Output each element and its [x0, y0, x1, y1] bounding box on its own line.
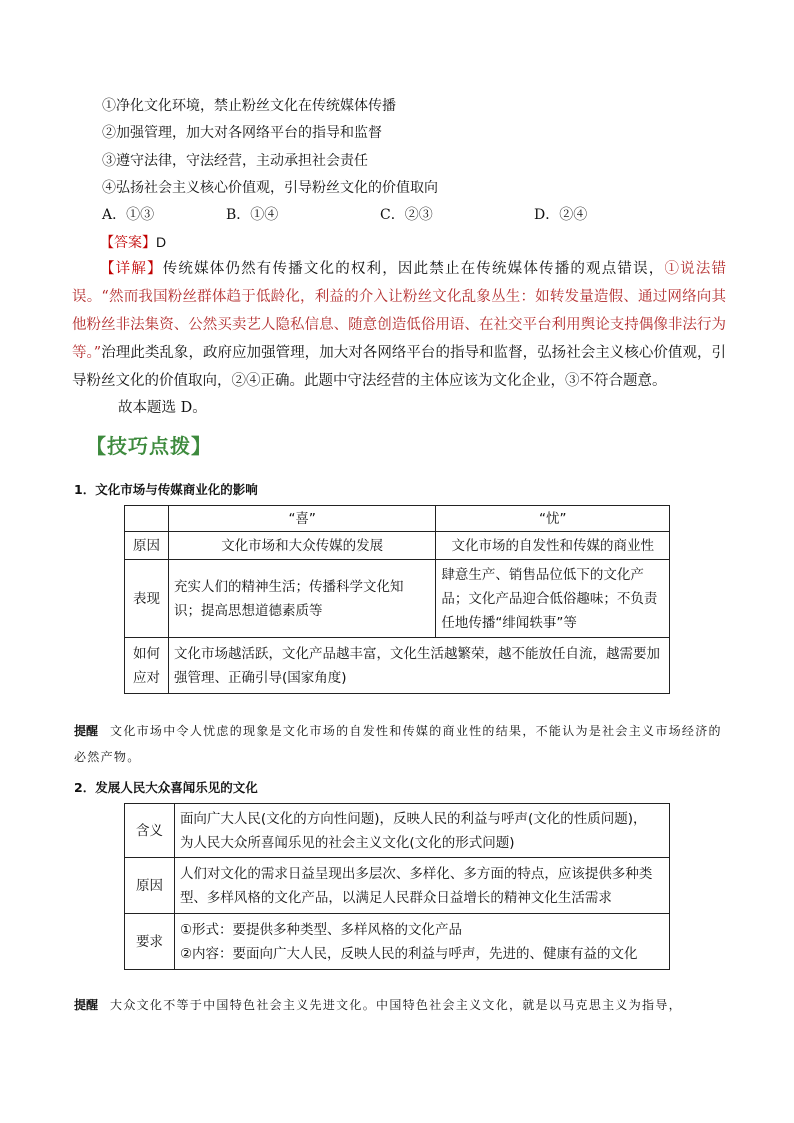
explanation-text-a: 传统媒体仍然有传播文化的权利，因此禁止在传统媒体传播的观点错误， [162, 261, 665, 277]
table-row [125, 804, 670, 858]
tip-1 [74, 718, 726, 770]
option-4: ④弘扬社会主义核心价值观，引导粉丝文化的价值取向 [102, 180, 438, 196]
section2-heading: 2．发展人民大众喜闻乐见的文化 [74, 780, 258, 795]
row-label-cause2: 原因 [125, 858, 175, 914]
explanation-text-c: 治理此类乱象，政府应加强管理，加大对各网络平台的指导和监督，弘扬社会主义核心价值观，引导粉丝文化的价值取向，②④正确。此题中守法经营的主体应该为文化企业，③不符合题意。 [72, 345, 726, 389]
tip-1-text: 文化市场中令人忧虑的现象是文化市场的自发性和传媒的商业性的结果，不能认为是社会主义市场经济的必然产物。 [74, 724, 722, 764]
req-line-1: ①形式：要提供多种类型、多样风格的文化产品 [179, 921, 463, 938]
section1-heading: 1．文化市场与传媒商业化的影响 [74, 482, 258, 497]
answer-label: 【答案】 [100, 235, 156, 251]
tip-1-label: 提醒 [74, 724, 99, 738]
option-2: ②加强管理，加大对各网络平台的指导和监督 [102, 125, 382, 141]
explanation-quote: ①说法错误。“然而我国粉丝群体趋于低龄化，利益的介入让粉丝文化乱象丛生：如转发量造假、通过网络向其他粉丝非法集资、公然买卖艺人隐私信息、随意创造低俗用语、在社交平台利用舆论支持偶像非法行为等。” [72, 261, 727, 361]
meaning-line-2: 为人民大众所喜闻乐见的社会主义文化(文化的形式问题) [179, 834, 515, 851]
table-row [125, 638, 670, 694]
tip-2-text: 大众文化不等于中国特色社会主义先进文化。中国特色社会主义文化，就是以马克思主义为指导， [110, 998, 682, 1012]
cell-cause2: 人们对文化的需求日益呈现出多层次、多样化、多方面的特点，应该提供多种类型、多样风格的文化产品，以满足人民群众日益增长的精神文化生活需求 [174, 858, 669, 914]
section-title: 【技巧点拨】 [86, 434, 212, 458]
final-answer: 故本题选 D。 [118, 400, 207, 416]
choice-a: A．①③ [102, 207, 155, 223]
table-row [125, 532, 670, 560]
cell-meaning [174, 804, 669, 858]
choice-b: B．①④ [226, 207, 279, 223]
choice-d: D．②④ [534, 207, 588, 223]
cell-cause-worry: 文化市场的自发性和传媒的商业性 [436, 532, 670, 560]
tip-2-label: 提醒 [74, 998, 99, 1012]
option-1: ①净化文化环境，禁止粉丝文化在传统媒体传播 [102, 98, 396, 114]
row-label-cause: 原因 [125, 532, 169, 560]
row-label-meaning: 含义 [125, 804, 175, 858]
tip-2 [74, 992, 726, 1018]
explanation [72, 255, 726, 395]
row-label-show: 表现 [125, 560, 169, 638]
choice-c: C．②③ [380, 207, 433, 223]
row-label-req: 要求 [125, 914, 175, 970]
cell-how: 文化市场越活跃，文化产品越丰富，文化生活越繁荣，越不能放任自流，越需要加强管理、正确引导(国家角度) [168, 638, 669, 694]
cell-req [174, 914, 669, 970]
table-row [125, 506, 670, 532]
answer-value: D [156, 234, 167, 250]
row-label-how: 如何应对 [125, 638, 169, 694]
table-row [125, 914, 670, 970]
cell-show-worry: 肆意生产、销售品位低下的文化产品；文化产品迎合低俗趣味；不负责任地传播“绯闻轶事”等 [436, 560, 670, 638]
meaning-line-1: 面向广大人民(文化的方向性问题)，反映人民的利益与呼声(文化的性质问题)， [179, 810, 647, 827]
culture-table [124, 803, 670, 970]
table-corner [125, 506, 169, 532]
col-worry: “忧” [436, 506, 670, 532]
table-row [125, 858, 670, 914]
explanation-label: 【详解】 [100, 261, 163, 277]
option-3: ③遵守法律，守法经营，主动承担社会责任 [102, 153, 368, 169]
answer-line [100, 232, 166, 252]
cell-show-joy: 充实人们的精神生活；传播科学文化知识；提高思想道德素质等 [168, 560, 435, 638]
col-joy: “喜” [168, 506, 435, 532]
market-table [124, 505, 670, 694]
table-row [125, 560, 670, 638]
choice-row [102, 204, 702, 224]
cell-cause-joy: 文化市场和大众传媒的发展 [168, 532, 435, 560]
req-line-2: ②内容：要面向广大人民，反映人民的利益与呼声，先进的、健康有益的文化 [179, 945, 638, 962]
